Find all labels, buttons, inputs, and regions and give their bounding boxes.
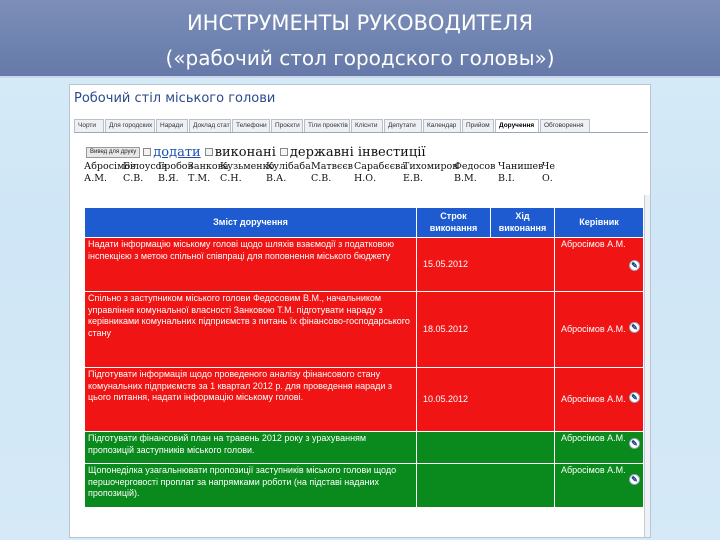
header-manager: Керівник bbox=[555, 208, 644, 238]
person-filter[interactable]: Федосов В.М. bbox=[454, 161, 496, 184]
print-button[interactable]: Вивед для друку bbox=[86, 147, 140, 158]
header-content: Зміст доручення bbox=[85, 208, 417, 238]
tab-obgovorennya[interactable]: Обговорення bbox=[540, 119, 590, 132]
tab-telefoni[interactable]: Телефони bbox=[232, 119, 270, 132]
slide-title: ИНСТРУМЕНТЫ РУКОВОДИТЕЛЯ bbox=[186, 11, 534, 35]
row-manager: Абросімов А.М. bbox=[561, 393, 626, 404]
row-deadline: 15.05.2012 bbox=[417, 238, 555, 292]
table-row[interactable] bbox=[85, 432, 644, 464]
row-content: Щопонеділка узагальнювати пропозиції заступників міського голови щодо першочерговості проплат за напрямками роботи (на підставі наданих пропозицій). bbox=[85, 464, 417, 508]
edit-icon[interactable]: ✎ bbox=[629, 260, 640, 271]
assignments-table bbox=[84, 207, 644, 508]
row-content: Надати інформацію міському голові щодо шляхів взаємодії з податковою інспекцією з метою спільної співпраці для поповнення міського бюджету bbox=[85, 238, 417, 292]
tab-dlya-gorodskih[interactable]: Для городских bbox=[105, 119, 155, 132]
row-manager: Абросімов А.М. bbox=[561, 239, 626, 249]
tab-proekty[interactable]: Проєкти bbox=[271, 119, 303, 132]
tab-doklad[interactable]: Доклад стат bbox=[189, 119, 231, 132]
person-filter[interactable]: Занкова Т.М. bbox=[188, 161, 229, 184]
person-filter[interactable]: Гробов В.Я. bbox=[158, 161, 193, 184]
people-row bbox=[84, 161, 650, 195]
row-manager: Абросімов А.М. bbox=[561, 433, 626, 443]
edit-icon[interactable]: ✎ bbox=[629, 392, 640, 403]
edit-icon[interactable]: ✎ bbox=[629, 438, 640, 449]
tab-doruchennya[interactable]: Доручення bbox=[495, 119, 539, 132]
person-filter[interactable]: Матвєєв С.В. bbox=[311, 161, 353, 184]
investments-filter[interactable]: державні інвестиції bbox=[289, 144, 426, 160]
person-filter[interactable]: Тихомиров Е.В. bbox=[403, 161, 458, 184]
tab-klienty[interactable]: Кліснти bbox=[351, 119, 383, 132]
row-content: Підготувати фінансовий план на травень 2012 року з урахуванням пропозицій заступників міського голови. bbox=[85, 432, 417, 464]
scrollbar[interactable] bbox=[644, 195, 650, 538]
checkbox-icon[interactable] bbox=[205, 148, 213, 156]
header-progress: Хід виконання bbox=[491, 208, 555, 238]
desktop-screenshot-panel bbox=[69, 84, 651, 538]
tab-deputaty[interactable]: Депутати bbox=[384, 119, 422, 132]
row-manager: Абросімов А.М. bbox=[561, 323, 626, 334]
done-filter[interactable]: виконані bbox=[214, 144, 276, 160]
row-content: Спільно з заступником міського голови Федосовим В.М., начальником управління комунальної власності Занковою Т.М. підготувати нараду з керівниками комунальних підприємств з питань їх фінансово-господарського стану bbox=[85, 292, 417, 368]
toolbar bbox=[86, 143, 430, 161]
tab-bar bbox=[74, 119, 648, 133]
add-icon[interactable] bbox=[143, 148, 151, 156]
slide-header bbox=[0, 0, 720, 78]
row-deadline bbox=[417, 464, 555, 508]
person-filter[interactable]: Сарабєєва Н.О. bbox=[354, 161, 407, 184]
add-link[interactable]: додати bbox=[153, 144, 201, 160]
header-deadline: Строк виконання bbox=[417, 208, 491, 238]
tab-naradi[interactable]: Наради bbox=[156, 119, 188, 132]
table-row[interactable] bbox=[85, 368, 644, 432]
checkbox-icon[interactable] bbox=[280, 148, 288, 156]
tab-chorty[interactable]: Чорти bbox=[74, 119, 104, 132]
person-filter[interactable]: Кулібаба В.А. bbox=[266, 161, 311, 184]
table-row[interactable] bbox=[85, 238, 644, 292]
person-filter[interactable]: Чанишев В.І. bbox=[498, 161, 544, 184]
table-row[interactable] bbox=[85, 292, 644, 368]
edit-icon[interactable]: ✎ bbox=[629, 474, 640, 485]
row-deadline: 18.05.2012 bbox=[417, 292, 555, 368]
person-filter[interactable]: Білоусов С.В. bbox=[123, 161, 167, 184]
slide-subtitle: («рабочий стол городского головы») bbox=[165, 46, 555, 70]
person-filter[interactable]: Че О. bbox=[542, 161, 555, 184]
row-content: Підготувати інформація щодо проведеного аналізу фінансового стану комунальних підприємств за 1 квартал 2012 р. для проведення наради з цього питання, надати інформацію міському голові. bbox=[85, 368, 417, 432]
person-filter[interactable]: Кузьменко С.Н. bbox=[220, 161, 275, 184]
tab-kalendar[interactable]: Календар bbox=[423, 119, 461, 132]
tab-tili-proektiv[interactable]: Тіли проектів bbox=[304, 119, 350, 132]
row-deadline: 10.05.2012 bbox=[417, 368, 555, 432]
person-filter[interactable]: Абросімов А.М. bbox=[84, 161, 136, 184]
row-deadline bbox=[417, 432, 555, 464]
edit-icon[interactable]: ✎ bbox=[629, 322, 640, 333]
app-title: Робочий стіл міського голови bbox=[74, 91, 276, 106]
row-manager: Абросімов А.М. bbox=[561, 465, 626, 475]
table-row[interactable] bbox=[85, 464, 644, 508]
tab-pryiom[interactable]: Прийом bbox=[462, 119, 494, 132]
